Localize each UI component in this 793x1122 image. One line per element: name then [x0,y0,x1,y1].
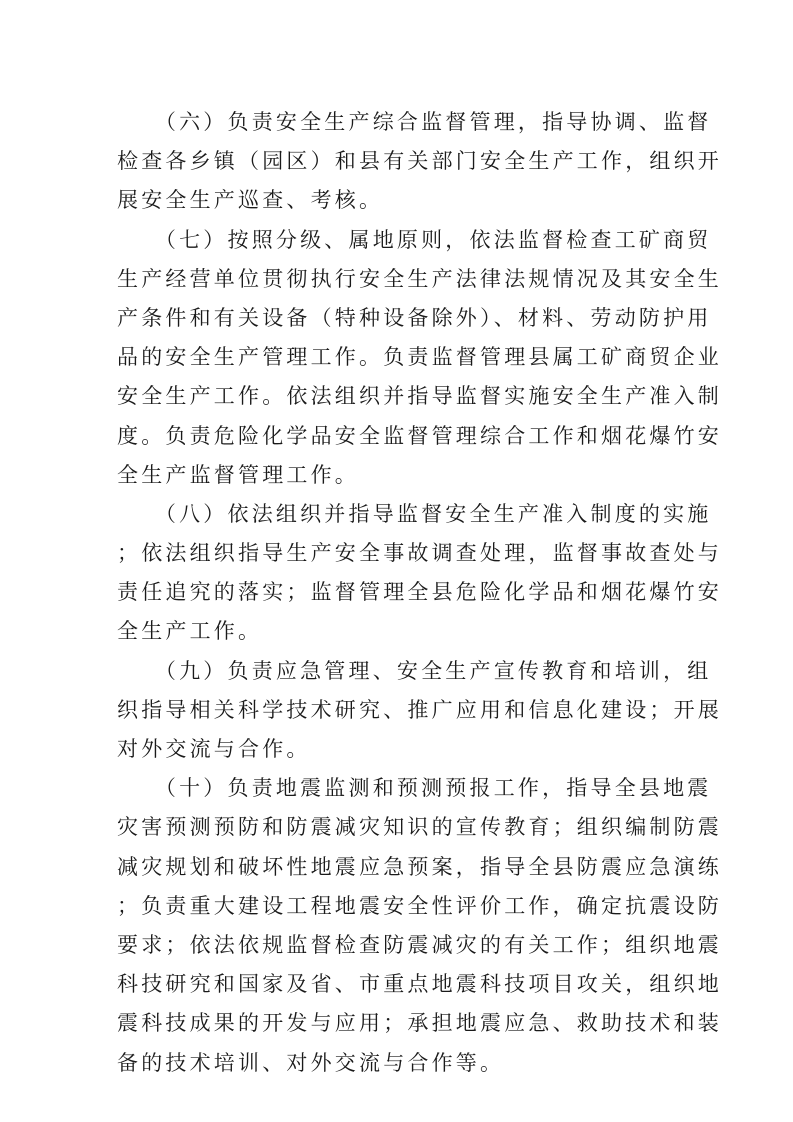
text-line: 要求；依法依规监督检查防震减灾的有关工作；组织地震 [117,932,722,957]
text-line: （八）依法组织并指导监督安全生产准入制度的实施 [117,501,712,526]
text-line: 减灾规划和破坏性地震应急预案，指导全县防震应急演练 [117,854,722,879]
text-line: （七）按照分级、属地原则，依法监督检查工矿商贸 [117,227,712,252]
text-line: 检查各乡镇（园区）和县有关部门安全生产工作，组织开 [117,149,722,174]
text-line: 品的安全生产管理工作。负责监督管理县属工矿商贸企业 [117,345,722,370]
text-line: （十）负责地震监测和预测预报工作，指导全县地震 [117,776,712,801]
text-line: 责任追究的落实；监督管理全县危险化学品和烟花爆竹安 [117,580,722,605]
text-line: 安全生产工作。依法组织并指导监督实施安全生产准入制 [117,384,722,409]
document-body [117,103,722,1083]
text-line: 产条件和有关设备（特种设备除外）、材料、劳动防护用 [117,305,712,330]
text-line: 展安全生产巡查、考核。 [117,188,384,213]
text-line: 灾害预测预防和防震减灾知识的宣传教育；组织编制防震 [117,815,722,840]
text-line: 生产经营单位贯彻执行安全生产法律法规情况及其安全生 [117,266,722,291]
text-line: 科技研究和国家及省、市重点地震科技项目攻关，组织地 [117,972,722,997]
text-line: ；依法组织指导生产安全事故调查处理，监督事故查处与 [117,541,722,566]
text-line: 震科技成果的开发与应用；承担地震应急、救助技术和装 [117,1011,722,1036]
text-line: 对外交流与合作。 [117,737,311,761]
text-line: 备的技术培训、对外交流与合作等。 [117,1050,505,1075]
text-line: 度。负责危险化学品安全监督管理综合工作和烟花爆竹安 [117,423,722,448]
text-line: （九）负责应急管理、安全生产宣传教育和培训，组 [117,658,712,683]
text-line: 全生产工作。 [117,619,263,644]
text-line: （六）负责安全生产综合监督管理，指导协调、监督 [117,110,712,134]
text-line: ；负责重大建设工程地震安全性评价工作，确定抗震设防 [117,893,722,918]
text-line: 织指导相关科学技术研究、推广应用和信息化建设；开展 [117,697,722,722]
text-line: 全生产监督管理工作。 [117,462,359,487]
